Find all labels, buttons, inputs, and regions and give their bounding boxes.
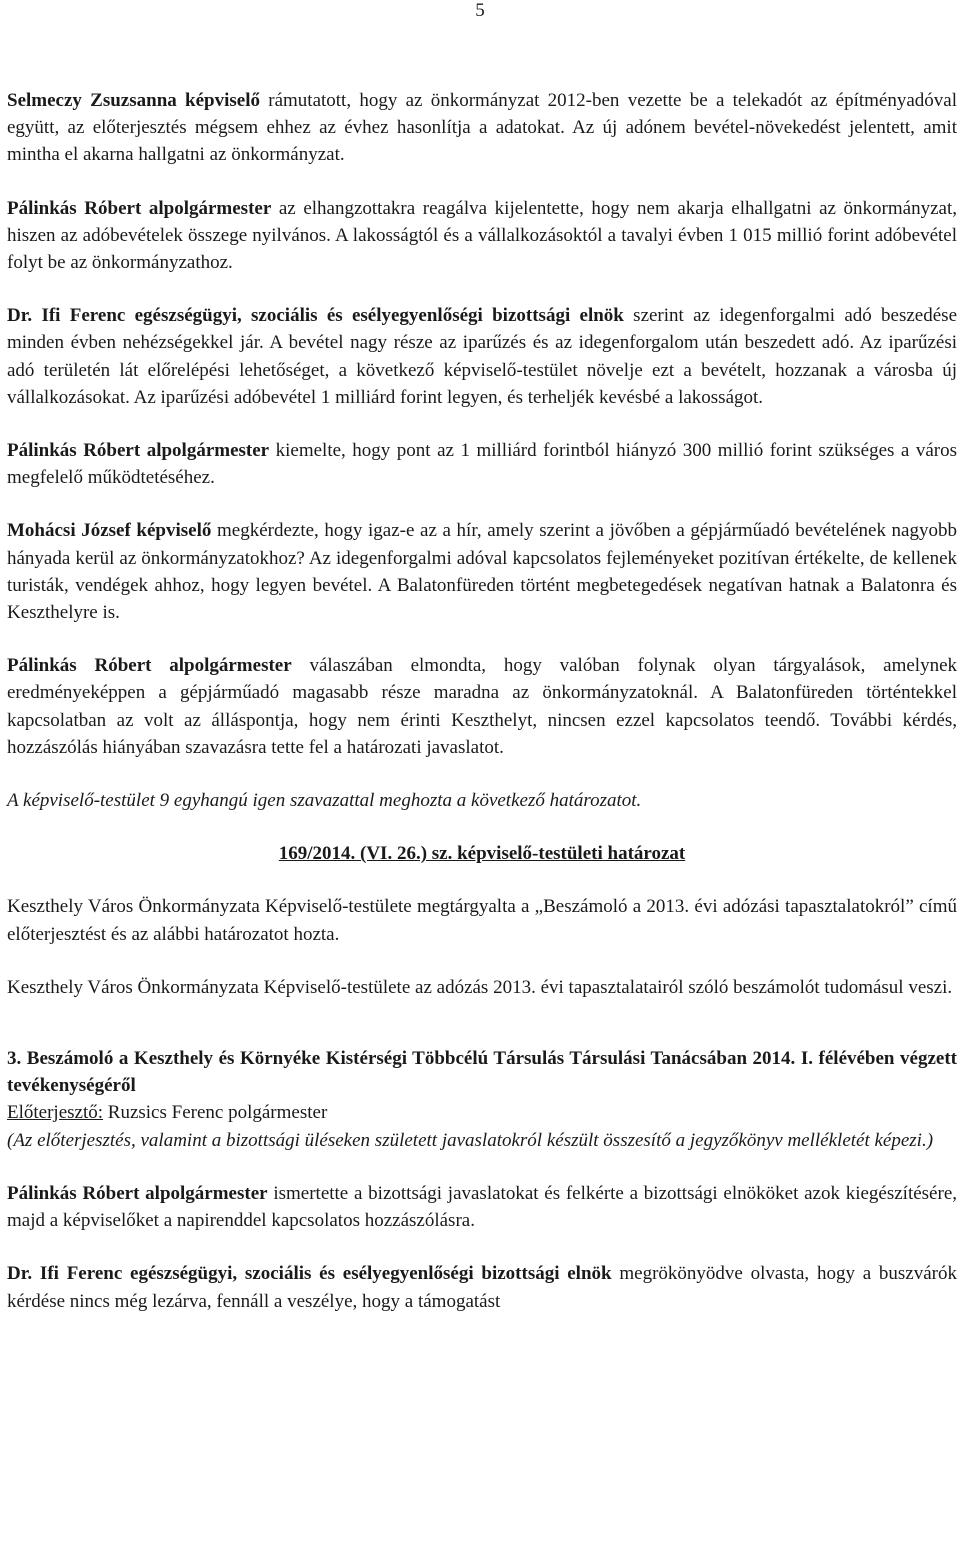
paragraph-mohacsi xyxy=(7,517,957,626)
paragraph-palinkas-4 xyxy=(7,1180,957,1234)
resolution-title: 169/2014. (VI. 26.) sz. képviselő-testületi határozat xyxy=(278,843,686,865)
paragraph-text: szerint az idegenforgalmi adó beszedése minden évben nehézségekkel jár. A bevétel nagy része az iparűzés és az idegenforgalom után beszedett adó. Az iparűzési adó területén lát előrelépési lehetőséget, a következő képviselő-testület növelje ezt a bevételt, hozzanak a városba új vállalkozásokat. Az iparűzési adóbevétel 1 milliárd forint legyen, és terheljék kevésbé a lakosságot. xyxy=(7,305,958,408)
agenda-presenter xyxy=(7,1099,957,1126)
speaker-name: Mohácsi József képviselő xyxy=(7,520,212,542)
resolution-heading xyxy=(7,840,957,867)
speaker-name: Selmeczy Zsuzsanna képviselő xyxy=(7,90,260,111)
speaker-name: Pálinkás Róbert alpolgármester xyxy=(7,440,270,462)
document-body xyxy=(7,87,957,1341)
paragraph-ifi-1 xyxy=(7,302,957,411)
speaker-name: Dr. Ifi Ferenc egészségügyi, szociális és esélyegyenlőségi bizottsági elnök xyxy=(7,1263,612,1285)
presenter-name: Ruzsics Ferenc polgármester xyxy=(103,1102,328,1124)
paragraph-text: megrökönyödve olvasta, hogy a buszvárók kérdése nincs még lezárva, fennáll a veszélye, hogy a támogatást xyxy=(7,1263,958,1312)
paragraph-text: rámutatott, hogy az önkormányzat 2012-ben vezette be a telekadót az építményadóval együtt, az előterjesztés mégsem ehhez az évhez hasonlítja a adatokat. Az új adónem bevétel-növekedést jelentett, amit mintha el akarna hallgatni az önkormányzat. xyxy=(7,90,958,166)
paragraph-palinkas-1 xyxy=(7,195,957,277)
speaker-name: Dr. Ifi Ferenc egészségügyi, szociális és esélyegyenlőségi bizottsági elnök xyxy=(7,305,624,327)
vote-statement: A képviselő-testület 9 egyhangú igen szavazattal meghozta a következő határozatot. xyxy=(7,790,642,812)
agenda-item-title: 3. Beszámoló a Keszthely és Környéke Kistérségi Többcélú Társulás Társulási Tanácsában 2014. I. félévében végzett tevékenységéről xyxy=(7,1048,957,1097)
page-number: 5 xyxy=(475,0,485,21)
paragraph-text: válaszában elmondta, hogy valóban folynak olyan tárgyalások, amelynek eredményeképpen a gépjárműadó magasabb része maradna az önkormányzatoknál. A Balatonfüreden történtekkel kapcsolatban az volt az álláspontja, hogy nem érinti Keszthelyt, nincsen ezzel kapcsolatos teendő. További kérdés, hozzászólás hiányában szavazásra tette fel a határozati javaslatot. xyxy=(7,655,957,758)
presenter-label: Előterjesztő: xyxy=(7,1102,104,1124)
paragraph-text: az elhangzottakra reagálva kijelentette, hogy nem akarja elhallgatni az önkormányzat, hiszen az adóbevételek összege nyilvános. A lakosságtól és a vállalkozásoktól a tavalyi évben 1 015 millió forint adóbevétel folyt be az önkormányzathoz. xyxy=(7,197,957,274)
paragraph-text: ismertette a bizottsági javaslatokat és felkérte a bizottsági elnököket azok kiegészítésére, majd a képviselőket a napirenddel kapcsolatos hozzászólásra. xyxy=(7,1182,958,1232)
resolution-paragraph-2: Keszthely Város Önkormányzata Képviselő-testülete az adózás 2013. évi tapasztalatairól szóló beszámolót tudomásul veszi. xyxy=(7,976,953,998)
speaker-name: Pálinkás Róbert alpolgármester xyxy=(7,655,292,677)
paragraph-ifi-2 xyxy=(7,1260,957,1314)
speaker-name: Pálinkás Róbert alpolgármester xyxy=(7,1182,268,1204)
resolution-paragraph-1: Keszthely Város Önkormányzata Képviselő-testülete megtárgyalta a „Beszámoló a 2013. évi adózási tapasztalatokról” című előterjesztést és az alábbi határozatot hozta. xyxy=(7,896,957,945)
paragraph-text: megkérdezte, hogy igaz-e az a hír, amely szerint a jövőben a gépjárműadó bevételének nagyobb hányada kerül az önkormányzatokhoz? Az idegenforgalmi adóval kapcsolatos fejleményeket pozitívan értékelte, de kellenek turisták, vendégek ahhoz, hogy legyen bevétel. A Balatonfüreden történt megbetegedések negatívan hatnak a Balatonra és Keszthelyre is. xyxy=(7,520,957,624)
speaker-name: Pálinkás Róbert alpolgármester xyxy=(7,197,272,219)
paragraph-palinkas-3 xyxy=(7,652,957,761)
agenda-note: (Az előterjesztés, valamint a bizottsági üléseken született javaslatokról készült összesítő a jegyzőkönyv mellékletét képezi.) xyxy=(7,1129,934,1151)
paragraph-palinkas-2 xyxy=(7,437,957,491)
paragraph-selmeczy xyxy=(7,87,957,169)
paragraph-text: kiemelte, hogy pont az 1 milliárd forintból hiányzó 300 millió forint szükséges a város megfelelő működtetéséhez. xyxy=(7,440,958,489)
